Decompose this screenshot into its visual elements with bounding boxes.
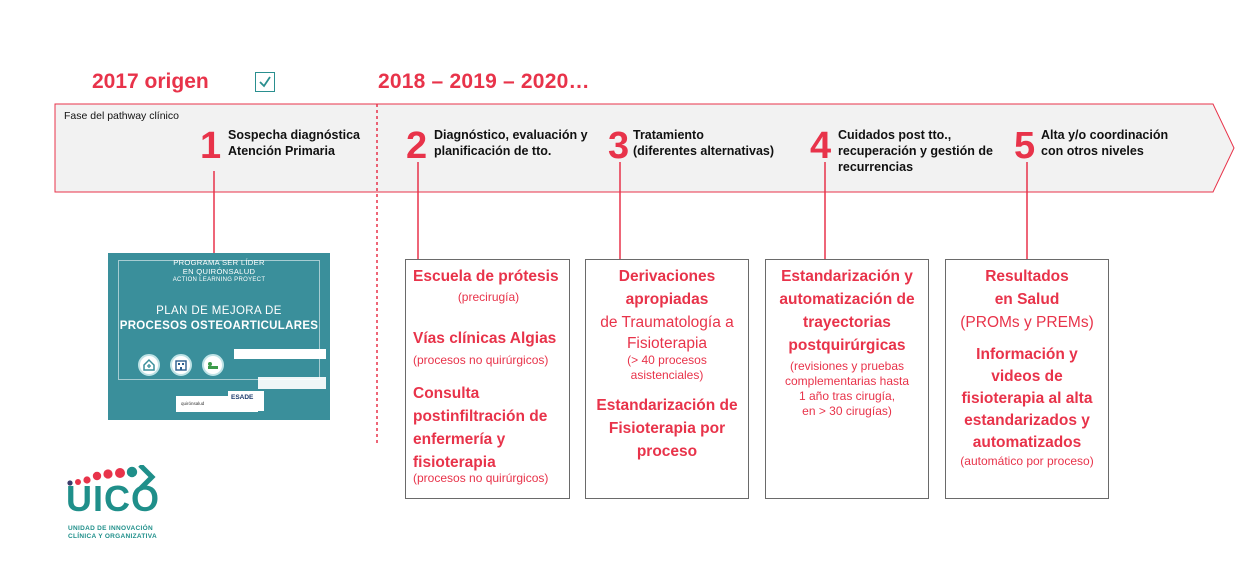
box-title-line: automatización de — [779, 291, 915, 308]
step-text — [633, 127, 774, 159]
step-line: Atención Primaria — [228, 144, 335, 158]
box-health-outcomes — [945, 259, 1109, 499]
box-referrals-physio — [585, 259, 749, 499]
box-description-line: Fisioterapia — [626, 335, 708, 352]
hospital-icon — [138, 354, 160, 376]
step-text — [1041, 127, 1168, 159]
phase-label: Fase del pathway clínico — [64, 110, 179, 122]
step-text — [434, 127, 588, 159]
cover-info-bar — [258, 377, 326, 389]
box-subtitle-line: 1 año tras cirugía, — [798, 389, 896, 403]
step-line: recurrencias — [838, 160, 914, 174]
step-number: 5 — [1014, 125, 1036, 167]
box-title-line: fisioterapia — [413, 454, 496, 471]
box-title-line: Fisioterapia por — [608, 420, 726, 437]
box-subtitle: (automático por proceso) — [960, 454, 1094, 468]
box-subtitle-line: (> 40 procesos — [627, 353, 707, 367]
box-title-line: apropiadas — [625, 291, 709, 308]
uico-subtitle-line: UNIDAD DE INNOVACIÓN — [68, 525, 153, 532]
box-title-line: proceso — [636, 443, 698, 460]
uico-subtitle-line: CLÍNICA Y ORGANIZATIVA — [68, 533, 157, 540]
cover-title-2: PROCESOS OSTEOARTICULARES — [119, 320, 319, 332]
box-title-line: Resultados — [985, 268, 1069, 285]
box-title — [586, 265, 748, 311]
uico-subtitle — [68, 525, 157, 541]
box-title-line: enfermería y — [413, 431, 506, 448]
cover-header-line: ACTION LEARNING PROYECT — [172, 277, 266, 283]
program-cover-image — [108, 253, 330, 420]
box-title: Escuela de prótesis — [413, 268, 559, 285]
box-title-line: Consulta — [413, 385, 480, 402]
step-line: Tratamiento — [633, 128, 704, 142]
box-title-line: fisioterapia al alta — [961, 390, 1093, 407]
box-subtitle: (procesos no quirúrgicos) — [413, 471, 549, 485]
box-title-line: videos de — [991, 368, 1063, 385]
box-subtitle — [586, 353, 748, 383]
box-subtitle: (procesos no quirúrgicos) — [413, 353, 549, 367]
box-title: Vías clínicas Algias — [413, 330, 557, 347]
box-title-line: Estandarización de — [596, 397, 738, 414]
esade-logo: ESADE — [231, 394, 254, 401]
building-icon — [170, 354, 192, 376]
step-line: Alta y/o coordinación — [1041, 128, 1169, 142]
cover-header-line: EN QUIRÓNSALUD — [182, 267, 256, 276]
box-subtitle — [766, 359, 928, 419]
box-education-clinical-pathways — [405, 259, 570, 499]
box-title — [766, 265, 928, 357]
box-title-line: estandarizados y — [964, 412, 1090, 429]
step-text — [838, 127, 993, 175]
step-number: 1 — [200, 125, 222, 167]
box-title-line: postquirúrgicas — [788, 337, 906, 354]
uico-letters: UICO — [66, 478, 160, 519]
step-line: Diagnóstico, evaluación y — [434, 128, 588, 142]
step-line: Sospecha diagnóstica — [228, 128, 360, 142]
step-line: con otros niveles — [1041, 144, 1144, 158]
box-description-line: de Traumatología a — [600, 314, 734, 331]
cover-header — [108, 258, 330, 285]
years-range-label: 2018 – 2019 – 2020… — [378, 70, 590, 93]
box-subtitle-line: (revisiones y pruebas — [789, 359, 905, 373]
cover-title-1: PLAN DE MEJORA DE — [156, 305, 282, 317]
box-title-line: Información y — [976, 346, 1078, 363]
box-title-line: automatizados — [972, 434, 1082, 451]
step-number: 3 — [608, 125, 630, 167]
box-title — [586, 394, 748, 463]
cover-header-line: PROGRAMA SER LÍDER — [173, 258, 265, 267]
box-subtitle-line: complementarias hasta — [784, 374, 910, 388]
box-description — [586, 311, 748, 353]
box-title — [946, 265, 1108, 311]
box-postsurgical-trajectories — [765, 259, 929, 499]
box-title — [413, 382, 547, 474]
box-title — [946, 344, 1108, 454]
quironsalud-logo: quirónsalud — [181, 401, 205, 406]
step-line: planificación de tto. — [434, 144, 552, 158]
step-line: (diferentes alternativas) — [633, 144, 775, 158]
box-title-line: trayectorias — [803, 314, 891, 331]
checkbox-checked-icon — [255, 72, 275, 92]
year-origin-label: 2017 origen — [92, 70, 209, 93]
box-title-line: postinfiltración de — [413, 408, 548, 425]
patient-bed-icon — [202, 354, 224, 376]
box-description: (PROMs y PREMs) — [960, 314, 1094, 331]
box-subtitle: (precirugía) — [457, 290, 520, 304]
step-number: 2 — [406, 125, 428, 167]
box-subtitle-line: asistenciales) — [630, 368, 704, 382]
step-line: Cuidados post tto., — [838, 128, 952, 142]
step-text — [228, 127, 360, 159]
cover-esade-strip — [228, 391, 264, 411]
box-subtitle-line: en > 30 cirugías) — [802, 404, 892, 418]
box-title-line: en Salud — [994, 291, 1060, 308]
box-title-line: Estandarización y — [781, 268, 913, 285]
uico-logo — [66, 465, 166, 545]
cover-info-bar — [234, 349, 326, 359]
box-title-line: Derivaciones — [618, 268, 716, 285]
step-number: 4 — [810, 125, 832, 167]
step-line: recuperación y gestión de — [838, 144, 993, 158]
